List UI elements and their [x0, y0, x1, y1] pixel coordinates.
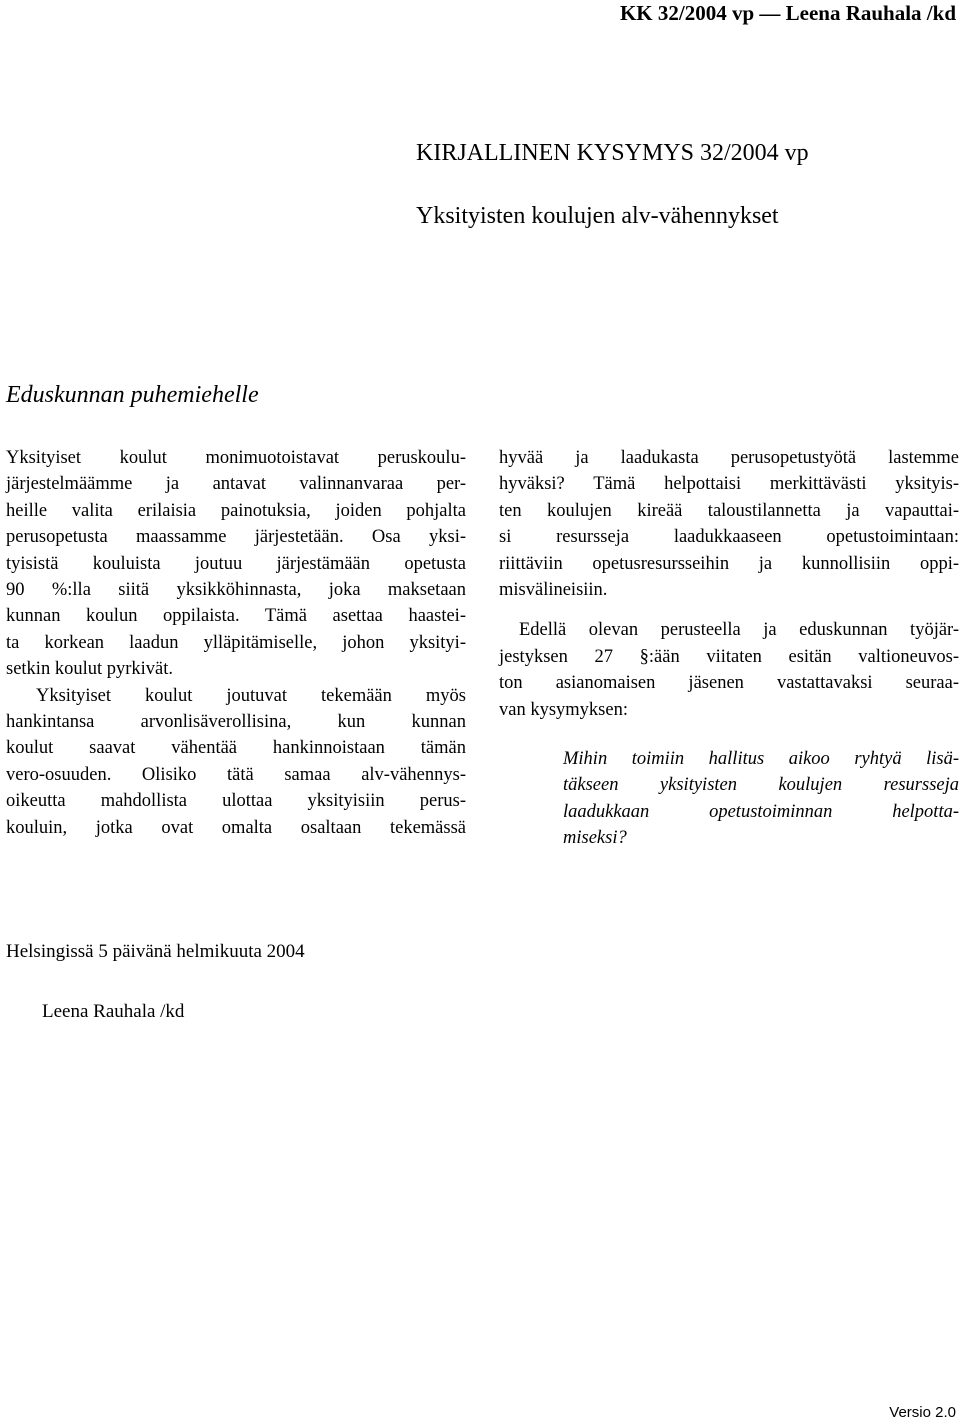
text-line: Yksityiset koulut monimuotoistavat peruskoulu-	[6, 448, 466, 468]
text-line: perusopetusta maassamme järjestetään. Osa yksi-	[6, 527, 466, 548]
addressee-heading: Eduskunnan puhemiehelle	[6, 382, 259, 408]
text-line: ten koulujen kireää taloustilannetta ja vapauttai-	[499, 500, 959, 521]
question-line: Mihin toimiin hallitus aikoo ryhtyä lisä-	[563, 749, 959, 770]
version-label: Versio 2.0	[889, 1404, 956, 1421]
left-paragraph-2	[6, 683, 466, 841]
text-line: vero-osuuden. Olisiko tätä samaa alv-vähennys-	[6, 764, 466, 785]
question-line: täkseen yksityisten koulujen resursseja	[563, 775, 959, 796]
text-line: hankintansa arvonlisäverollisina, kun kunnan	[6, 712, 466, 733]
left-column	[6, 445, 466, 841]
text-line: jestyksen 27 §:ään viitaten esitän valtioneuvos-	[499, 646, 959, 667]
text-line: 90 %:lla siitä yksikköhinnasta, joka maksetaan	[6, 580, 466, 601]
signature: Leena Rauhala /kd	[42, 1001, 185, 1022]
text-line: riittäviin opetusresursseihin ja kunnollisiin oppi-	[499, 553, 959, 574]
text-line: koulut saavat vähentää hankinnoistaan tämän	[6, 738, 466, 759]
text-line: Edellä olevan perusteella ja eduskunnan työjär-	[519, 620, 959, 641]
text-line: setkin koulut pyrkivät.	[6, 659, 173, 680]
text-line: ta korkean laadun ylläpitämiselle, johon yksityi-	[6, 632, 466, 653]
text-line: heille valita erilaisia painotuksia, joiden pohjalta	[6, 500, 466, 521]
text-line: misvälineisiin.	[499, 580, 608, 601]
right-column	[499, 445, 959, 852]
text-line: tyisistä kouluista joutuu järjestämään opetusta	[6, 553, 466, 574]
question-line: laadukkaan opetustoiminnan helpotta-	[563, 801, 959, 822]
text-line: kunnan koulun oppilaista. Tämä asettaa haastei-	[6, 606, 466, 627]
text-line: van kysymyksen:	[499, 699, 628, 720]
paragraph-gap	[499, 603, 959, 617]
formal-question	[563, 746, 959, 852]
left-paragraph-1	[6, 445, 466, 683]
text-line: si resursseja laadukkaaseen opetustoimintaan:	[499, 527, 959, 548]
right-paragraph-1	[499, 445, 959, 603]
text-line: ton asianomaisen jäsenen vastattavaksi seuraa-	[499, 673, 959, 694]
document-title: KIRJALLINEN KYSYMYS 32/2004 vp	[416, 140, 809, 166]
text-line: hyväksi? Tämä helpottaisi merkittävästi yksityis-	[499, 474, 959, 495]
text-line: Yksityiset koulut joutuvat tekemään myös	[36, 685, 466, 706]
text-line: järjestelmäämme ja antavat valinnanvaraa per-	[6, 474, 466, 495]
text-line: hyvää ja laadukasta perusopetustyötä lastemme	[499, 448, 959, 468]
text-line: oikeutta mahdollista ulottaa yksityisiin perus-	[6, 791, 466, 812]
text-line: kouluin, jotka ovat omalta osaltaan tekemässä	[6, 817, 466, 838]
document-subtitle: Yksityisten koulujen alv-vähennykset	[416, 203, 779, 229]
running-head: KK 32/2004 vp — Leena Rauhala /kd	[619, 1, 956, 25]
dateline: Helsingissä 5 päivänä helmikuuta 2004	[6, 941, 305, 962]
right-paragraph-2	[499, 617, 959, 723]
question-line: miseksi?	[563, 828, 627, 849]
